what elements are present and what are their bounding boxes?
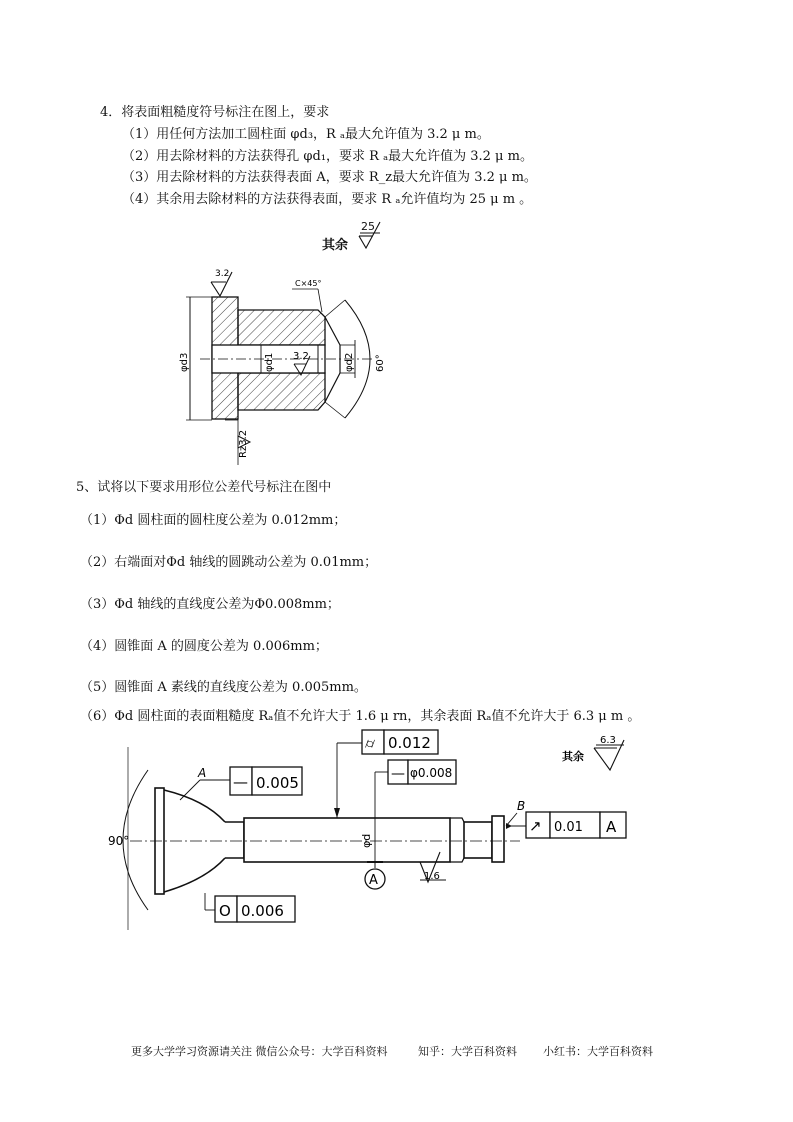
q5-item-2: （2）右端面对Φd 轴线的圆跳动公差为 0.01mm； [80,555,378,570]
q5-item-6: （6）Φd 圆柱面的表面粗糙度 Rₐ值不允许大于 1.6 μ rn，其余表面 Rₐ值不允许大于 6.3 μ m 。 [80,709,641,724]
q4-rest-label: 其余 [322,238,349,253]
q5-axis-sym: — [391,766,405,782]
q5-item-3: （3）Φd 轴线的直线度公差为Φ0.008mm； [80,597,340,612]
q5-roundness-sym: O [219,902,231,920]
q5-rough: 1.6 [424,871,440,882]
q4-title: 4．将表面粗糙度符号标注在图上，要求 [100,105,330,120]
q5-label-a: A [198,766,207,780]
q5-angle: 90° [108,834,130,848]
q4-d3: φd3 [179,352,190,372]
q5-cyl-sym: ⌭ [365,736,376,752]
q5-phi-d: φd [360,833,373,848]
q5-cyl-val: 0.012 [388,734,431,752]
q5-datum: A [369,873,378,888]
q4-rough2: 3.2 [293,351,309,362]
q5-title: 5、试将以下要求用形位公差代号标注在图中 [76,480,332,495]
q5-roundness-val: 0.006 [241,902,284,920]
q5-runout-sym: ↗ [529,817,542,835]
q4-item-4: （4）其余用去除材料的方法获得表面，要求 R ₐ允许值均为 25 μ m 。 [122,192,533,207]
footer-xhs: 小红书：大学百科资料 [543,1045,653,1058]
q5-axis-val: φ0.008 [410,766,453,780]
q4-rough1: 3.2 [215,269,230,279]
q4-chamfer: C×45° [295,279,322,288]
q4-rz: Rz3.2 [238,429,249,458]
q4-angle: 60° [375,354,386,372]
q4-item-1: （1）用任何方法加工圆柱面 φd₃，R ₐ最大允许值为 3.2 μ m。 [122,127,490,142]
footer-wechat: 更多大学学习资源请关注 微信公众号：大学百科资料 [131,1045,388,1058]
q5-runout-datum: A [606,818,617,836]
footer-zhihu: 知乎：大学百科资料 [418,1045,517,1058]
q4-item-3: （3）用去除材料的方法获得表面 A，要求 R_z最大允许值为 3.2 μ m。 [122,170,537,185]
q5-straightness-val: 0.005 [256,774,299,792]
q5-item-4: （4）圆锥面 A 的圆度公差为 0.006mm； [80,639,328,654]
q4-d1: φd1 [264,352,275,372]
q5-label-b: B [517,799,526,813]
q5-item-1: （1）Φd 圆柱面的圆柱度公差为 0.012mm； [80,513,347,528]
q4-rest-value: 25 [361,220,375,233]
q5-straightness-sym: — [233,773,248,791]
q4-item-2: （2）用去除材料的方法获得孔 φd₁，要求 R ₐ最大允许值为 3.2 μ m。 [122,149,533,164]
q5-item-5: （5）圆锥面 A 素线的直线度公差为 0.005mm。 [80,680,367,695]
q5-runout-val: 0.01 [554,820,583,835]
q5-rest-label: 其余 [562,750,584,763]
q5-rest-value: 6.3 [600,735,616,746]
q4-d2: φd2 [344,352,355,372]
